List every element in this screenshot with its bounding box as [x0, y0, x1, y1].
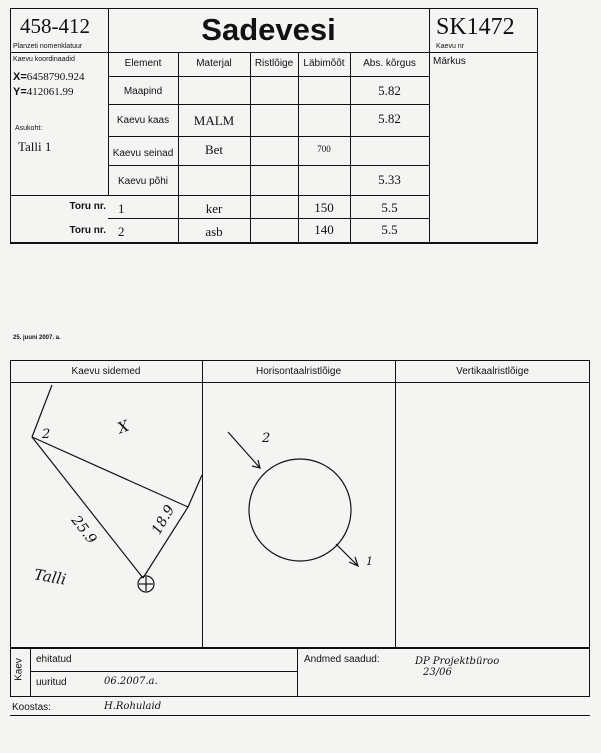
surveyed-label: uuritud — [36, 677, 67, 688]
col-header-material: Materjal — [196, 58, 232, 69]
pipe-material: asb — [205, 224, 223, 239]
sketch-line — [188, 475, 202, 507]
notes-label: Märkus — [433, 56, 466, 67]
compiled-label: Koostas: — [12, 702, 51, 713]
data-from-value: DP Projektbüroo — [415, 656, 500, 667]
table-row-element: Kaevu põhi — [117, 176, 169, 187]
well-id-label: Kaevu nr — [436, 43, 465, 50]
footer-frame — [10, 648, 590, 697]
col-header-section: Ristlõige — [254, 58, 294, 69]
sketch-line — [32, 437, 143, 578]
coord-x: X=6458790.924 — [13, 71, 85, 83]
talli-label: Talli — [32, 565, 68, 589]
well-id: SK1472 — [436, 14, 515, 40]
nomenclature-number: 458-412 — [20, 14, 90, 38]
table-row-element: Kaevu kaas — [116, 115, 170, 126]
pipe-label: Toru nr. — [69, 201, 106, 212]
table-row-height: 5.33 — [378, 172, 401, 187]
sketch-col-title: Horisontaalristlõige — [255, 366, 342, 377]
well-section-circle — [249, 459, 351, 561]
sketch-mark: X — [115, 416, 132, 438]
pipe-out-label: 1 — [366, 555, 373, 568]
table-row-element: Maapind — [123, 86, 163, 97]
table-row-element: Kaevu seinad — [112, 148, 174, 159]
pipe-in-label: 2 — [262, 431, 271, 446]
pipe-material: ker — [205, 201, 223, 216]
table-row-height: 5.82 — [378, 111, 401, 126]
date-stamp: 25. juuni 2007. a. — [13, 335, 61, 341]
nomenclature-label: Planzeti nomenklatuur — [13, 43, 83, 50]
pipe-in-line — [228, 432, 260, 468]
distance-label: 25.9 — [67, 512, 100, 548]
compiled-value: H.Rohulaid — [104, 701, 162, 712]
side-label: Kaev — [13, 658, 25, 681]
sketch-col-title: Vertikaalristlõige — [456, 366, 529, 377]
surveyed-value: 06.2007.a. — [104, 676, 158, 687]
pipe-label: Toru nr. — [69, 225, 106, 236]
col-header-element: Element — [124, 58, 162, 69]
pipe-out-line — [336, 544, 358, 566]
table-row-height: 5.82 — [378, 83, 401, 98]
col-header-height: Abs. kõrgus — [363, 58, 416, 69]
pipe-height: 5.5 — [381, 200, 398, 215]
col-header-diameter: Läbimõõt — [303, 58, 345, 69]
table-row-diameter: 700 — [317, 144, 331, 154]
pipe-height: 5.5 — [381, 222, 398, 237]
data-from-label: Andmed saadud: — [304, 654, 380, 665]
pipe-diameter: 140 — [314, 222, 334, 237]
pipe-diameter: 150 — [314, 200, 334, 215]
table-row-material: Bet — [204, 142, 224, 157]
page-title: Sadevesi — [201, 12, 336, 47]
sketch-mark: 2 — [42, 427, 51, 442]
pipe-number: 1 — [118, 201, 125, 216]
table-row-material: MALM — [193, 113, 235, 128]
location-label: Asukoht: — [15, 125, 43, 132]
coords-label: Kaevu koordinaadid — [13, 56, 75, 63]
sketch-col-title: Kaevu sidemed — [71, 366, 141, 377]
pipe-number: 2 — [118, 224, 125, 239]
sketch-line — [32, 437, 188, 507]
data-from-date: 23/06 — [423, 667, 452, 678]
location-value: Talli 1 — [18, 139, 52, 154]
built-label: ehitatud — [36, 654, 72, 665]
coord-y: Y=412061.99 — [13, 86, 74, 98]
distance-label: 18.9 — [148, 502, 179, 538]
